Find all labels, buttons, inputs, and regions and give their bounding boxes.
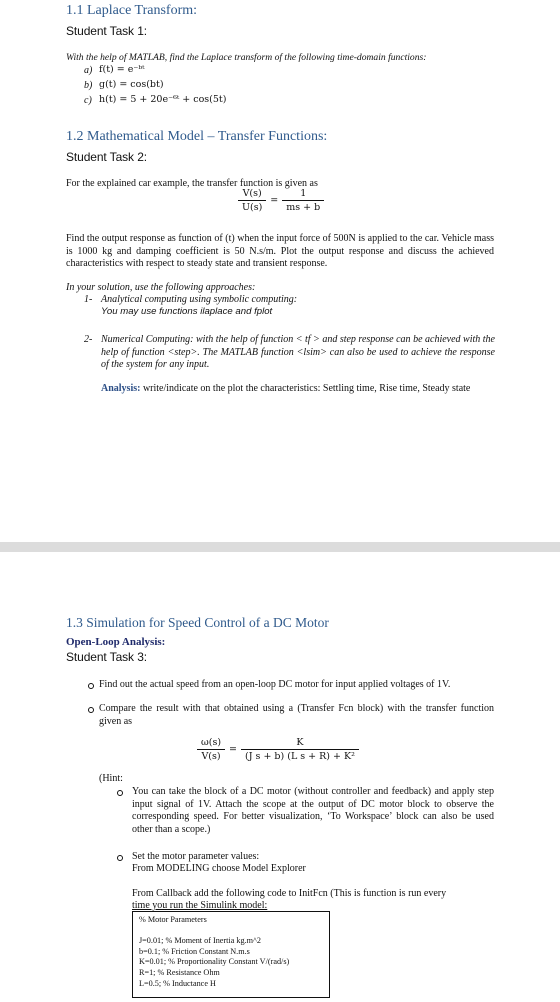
code-line — [139, 926, 289, 937]
analysis-paragraph — [101, 383, 495, 396]
document-page-2 — [0, 552, 560, 1002]
approach-2-number: 2- — [84, 334, 93, 345]
code-line: b=0.1; % Friction Constant N.m.s — [139, 946, 250, 956]
task3-bullet-1: Find out the actual speed from an open-loop DC motor for input applied voltages of 1V. — [99, 679, 451, 690]
bullet-icon — [117, 855, 123, 861]
task3-bullet-2: Compare the result with that obtained using a (Transfer Fcn block) with the transfer function given as — [99, 703, 494, 727]
task1-item-b-expr: g(t) = cos(bt) — [99, 79, 164, 90]
code-line: J=0.01; % Moment of Inertia kg.m^2 — [139, 936, 261, 946]
section-heading-1-3: 1.3 Simulation for Speed Control of a DC Motor — [66, 615, 329, 630]
bullet-icon — [88, 707, 94, 713]
student-task-2-label: Student Task 2: — [66, 150, 148, 164]
task1-item-a-label: a) — [84, 65, 93, 76]
task1-item-c-label: c) — [84, 95, 92, 106]
motor-tf-rhs-numerator: K — [296, 737, 304, 748]
code-line: % Motor Parameters — [139, 915, 207, 924]
code-line: L=0.5; % Inductance H — [139, 978, 216, 988]
motor-tf-lhs-denominator: V(s) — [197, 749, 224, 762]
set-params-line-2: From MODELING choose Model Explorer — [132, 863, 306, 874]
approach-2-text: Numerical Computing: with the help of function < tf > and step response can be achieved with the help of function <step>. The MATLAB function <lsim> can also be used to achieve the response of the system for any input. — [101, 334, 495, 370]
section-heading-1-1: 1.1 Laplace Transform: — [66, 3, 198, 18]
approach-1-number: 1- — [84, 294, 93, 305]
bullet-icon — [88, 683, 94, 689]
task1-item-c-expr: h(t) = 5 + 20e⁻⁶ᵗ + cos(5t) — [99, 94, 227, 105]
page-separator — [0, 542, 560, 552]
transfer-function-equation: $\frac{V(s)}{U(s)}$ = $\frac{1}{ms + b}$ — [238, 188, 324, 213]
open-loop-heading: Open-Loop Analysis: — [66, 636, 166, 648]
approach-1-note: You may use functions ilaplace and fplot — [101, 306, 273, 317]
student-task-3-label: Student Task 3: — [66, 650, 148, 664]
motor-tf-rhs-denominator: (J s + b) (L s + R) + K² — [241, 749, 359, 762]
approach-1-title: Analytical computing using symbolic computing: — [101, 294, 298, 305]
task2-intro: For the explained car example, the transfer function is given as — [66, 178, 318, 189]
code-box — [132, 911, 330, 998]
analysis-label: Analysis: — [101, 383, 141, 394]
student-task-1-label: Student Task 1: — [66, 24, 148, 38]
motor-tf-lhs-numerator: ω(s) — [201, 737, 222, 748]
tf-lhs-numerator: V(s) — [242, 188, 262, 199]
approach-intro: In your solution, use the following approaches: — [66, 282, 256, 293]
task2-paragraph: Find the output response as function of (t) when the input force of 500N is applied to the car. Vehicle mass is 1000 kg and damping coefficient is 50 N.s/m. Plot the output response and discuss the achieved characteristics with respect to steady state and transient response. — [66, 233, 494, 269]
hint-label: (Hint: — [99, 773, 123, 784]
analysis-text: write/indicate on the plot the characteristics: Settling time, Rise time, Steady state — [140, 383, 471, 394]
tf-lhs-denominator: U(s) — [238, 200, 266, 213]
motor-transfer-function-equation: $\frac{\omega(s)}{V(s)}$ = $\frac{K}{\text{(J s + b) (L s + R) + K²}}$ — [197, 737, 359, 762]
callback-text-line-1: From Callback add the following code to InitFcn (This is function is run every — [132, 888, 447, 899]
callback-text-line-2: time you run the Simulink model: — [132, 900, 268, 911]
task1-item-a-expr: f(t) = e⁻ᵇᵗ — [99, 64, 145, 75]
tf-rhs-denominator: ms + b — [282, 200, 324, 213]
code-line: K=0.01; % Proportionality Constant V/(rad/s) — [139, 957, 290, 967]
code-line: R=1; % Resistance Ohm — [139, 967, 220, 977]
task1-item-b-label: b) — [84, 80, 93, 91]
section-heading-1-2: 1.2 Mathematical Model – Transfer Functions: — [66, 129, 328, 144]
task1-intro: With the help of MATLAB, find the Laplace transform of the following time-domain functions: — [66, 52, 427, 63]
hint-bullet-text: You can take the block of a DC motor (without controller and feedback) and apply step input signal of 1V. Attach the scope at the output of DC motor block to observe the corresponding speed. For better visualization, ‘To Workspace’ block can also be used other than a scope.) — [132, 786, 494, 835]
set-params-line-1: Set the motor parameter values: — [132, 851, 260, 862]
bullet-icon — [117, 790, 123, 796]
tf-rhs-numerator: 1 — [300, 188, 307, 199]
